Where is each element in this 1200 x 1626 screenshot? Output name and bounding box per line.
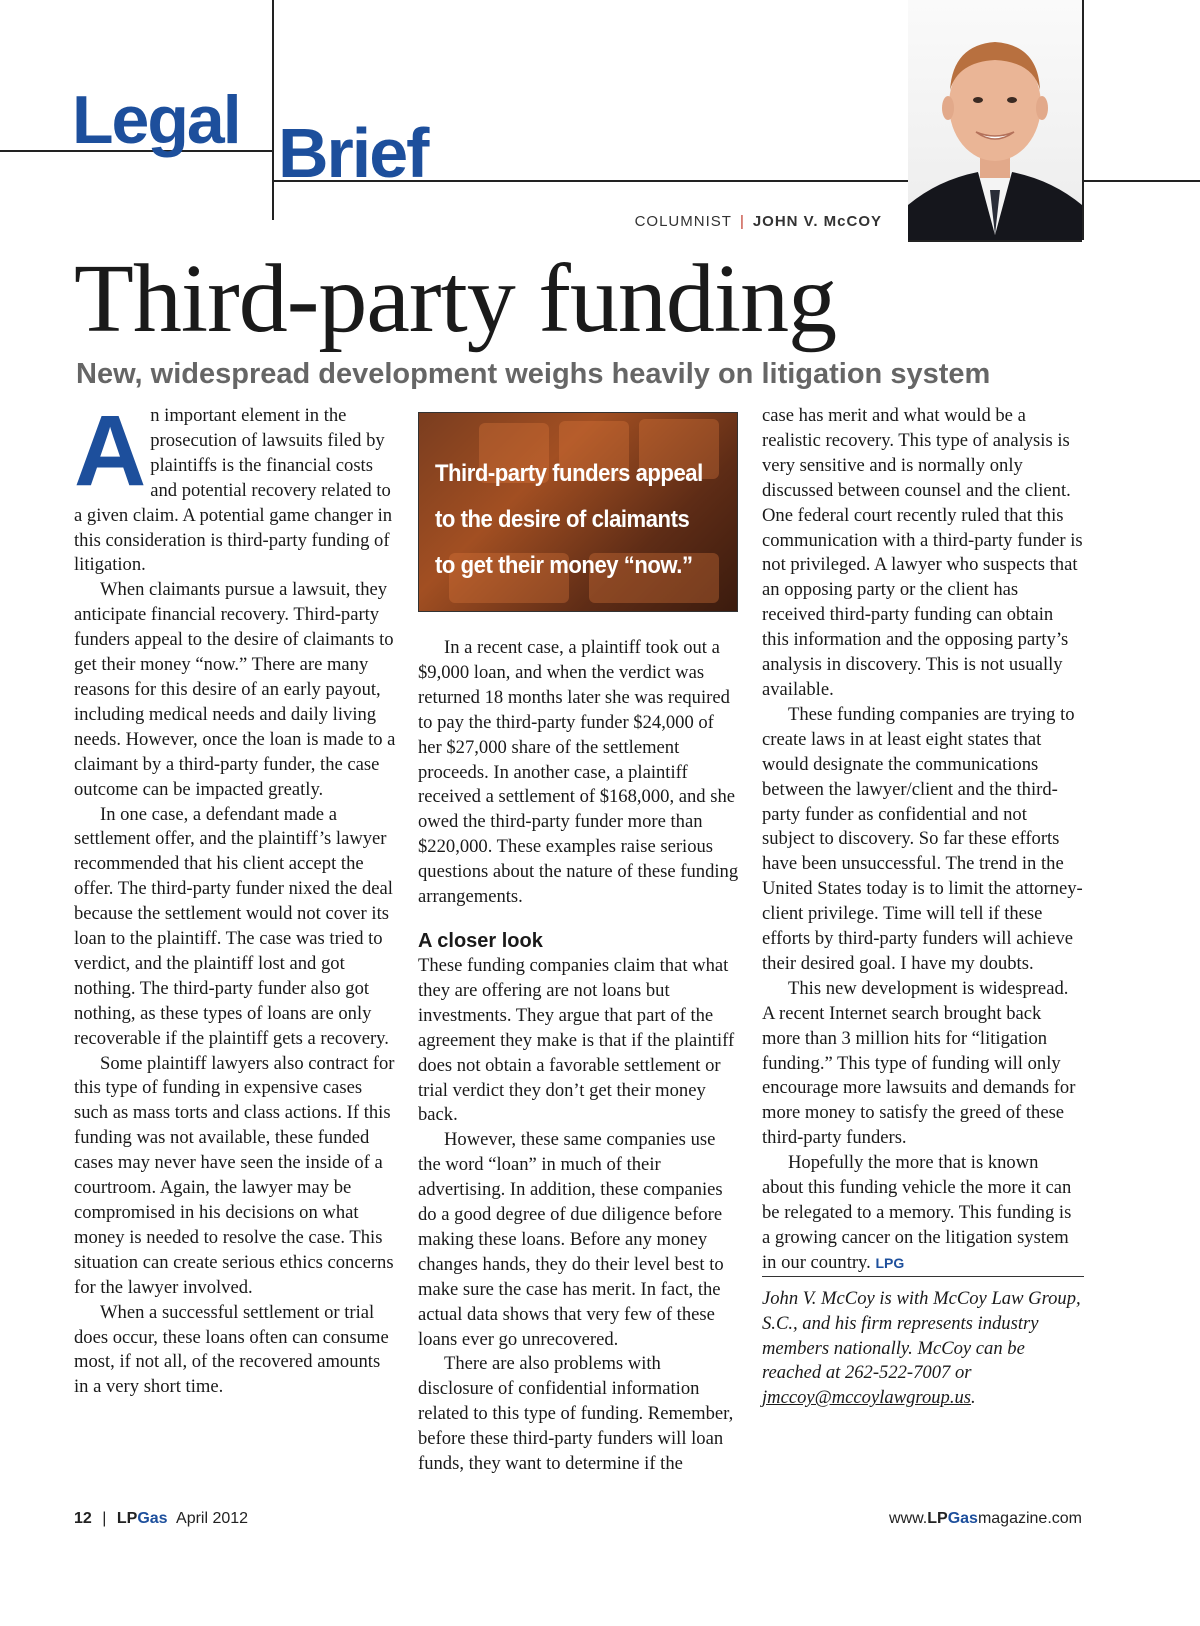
article-column-3 [762,404,1084,1411]
bio-end: . [971,1387,976,1409]
logo-brief: Brief [278,114,428,192]
paragraph: However, these same companies use the word “loan” in much of their advertising. In addition, these companies do a good degree of due diligence before making these loans. Before any money changes hands, they do their level best to make sure the case has merit. In fact, the actual data shows that very few of these loans ever go unrecovered. [418,1129,724,1350]
issue-date: April 2012 [176,1510,249,1527]
article-column-2 [418,404,740,1477]
header-rule-vertical-left [272,0,274,220]
byline-label: COLUMNIST [634,213,732,230]
columnist-photo [908,0,1082,242]
paragraph [74,395,396,578]
url-lp: LP [927,1510,948,1527]
url-suffix: magazine.com [977,1510,1082,1527]
drop-cap: A [74,395,147,507]
footer-folio [74,1510,248,1528]
paragraph: In one case, a defendant made a settlement offer, and the plaintiff’s lawyer recommended that his client accept the offer. The third-party funder nixed the deal because the settlement would not cover its loan to the plaintiff. The case was tried to verdict, and the plaintiff lost and got nothing. The third-party funder also got nothing, as these types of loans are only recoverable if the plaintiff gets a recovery. [74,803,393,1049]
paragraph: When claimants pursue a lawsuit, they anticipate financial recovery. Third-party funders appeal to the desire of claimants to get their money “now.” There are many reasons for this desire of an early payout, including medical needs and daily living needs. However, once the loan is made to a claimant by a third-party funder, the case outcome can be impacted greatly. [74,579,396,800]
header-rule-vertical-right [1082,0,1084,240]
paragraph: These funding companies claim that what they are offering are not loans but investments. They argue that part of the agreement they make is that if the plaintiff does not obtain a favorable settlement or trial verdict they don’t get their money back. [418,954,735,1126]
header-rule-right [1082,180,1200,182]
columnist-byline [635,213,882,230]
magazine-name-gas: Gas [137,1510,168,1527]
logo-legal: Legal [72,82,240,158]
paragraph: These funding companies are trying to create laws in at least eight states that would designate the communications between the lawyer/client and the third-party funder as confidential and not subject to discovery. So far these efforts have been unsuccessful. The trend in the United States today is to limit the attorney-client privilege. Time will tell if these efforts by third-party funders will achieve their desired goal. I have my doubts. [762,703,1083,974]
paragraph: This new development is widespread. A recent Internet search brought back more than 3 million hits for “litigation funding.” This type of funding will only encourage more lawsuits and demands for more money to satisfy the greed of these third-party funders. [762,977,1076,1149]
paragraph: In a recent case, a plaintiff took out a $9,000 loan, and when the verdict was returned 18 months later she was required to pay the third-party funder $24,000 of her $27,000 share of the settlement proceeds. In another case, a plaintiff received a settlement of $168,000, and she owed the third-party funder more than $220,000. These examples raise serious questions about the nature of these funding arrangements. [418,637,739,908]
article-column-1 [74,395,396,1400]
footer-separator: | [102,1510,107,1527]
author-bio [762,1276,1084,1412]
paragraph: Some plaintiff lawyers also contract for this type of funding in expensive cases such as mass torts and class actions. If this funding was not available, these funded cases may never have seen the inside of a courtroom. Again, the lawyer may be compromised in his decisions on what money is needed to resolve the case. This situation can create serious ethics concerns for the lawyer involved. [74,1052,395,1298]
paragraph: There are also problems with disclosure of confidential information related to this type of funding. Remember, before these third-party funders will loan funds, they want to determine if the [418,1353,734,1475]
paragraph [762,1151,1084,1276]
url-prefix: www. [889,1510,928,1527]
section-heading: A closer look [418,929,543,952]
paragraph-text: Hopefully the more that is known about this funding vehicle the more it can be relegated to a memory. This funding is a growing cancer on the litigation system in our country. [762,1152,1072,1273]
article-headline: Third-party funding [74,245,837,353]
paragraph: When a successful settlement or trial does occur, these loans often can consume most, if not all, of the recovered amounts in a very short time. [74,1301,389,1398]
byline-separator: | [739,213,745,230]
paragraph: case has merit and what would be a realistic recovery. This type of analysis is very sensitive and is normally only discussed between counsel and the client. One federal court recently ruled that this communication with a third-party funder is not privileged. A lawyer who suspects that an opposing party or the client has received third-party funding can obtain this information and the opposing party’s analysis in discovery. This is not usually available. [762,405,1083,700]
author-email-link[interactable]: jmccoy@mccoylawgroup.us [762,1387,972,1409]
paragraph-text: n important element in the prosecution of lawsuits filed by plaintiffs is the financial costs and potential recovery related to a given claim. A potential game changer in this consideration is third-party funding of litigation. [74,405,393,576]
footer-url[interactable] [889,1510,1082,1528]
bio-text: John V. McCoy is with McCoy Law Group, S.C., and his firm represents industry members nationally. McCoy can be reached at 262-522-7007 or [762,1287,1081,1384]
page-number: 12 [74,1510,92,1527]
pull-quote-image [418,412,738,612]
url-gas: Gas [947,1510,978,1527]
byline-name: JOHN V. McCOY [752,213,882,230]
pull-quote-text: Third-party funders appeal to the desire of claimants to get their money “now.” [435,460,703,579]
magazine-name-lp: LP [116,1510,138,1527]
article-subhead: New, widespread development weighs heavily on litigation system [76,358,991,390]
columnist-portrait-illustration [908,0,1082,240]
end-mark: LPG [875,1254,905,1271]
